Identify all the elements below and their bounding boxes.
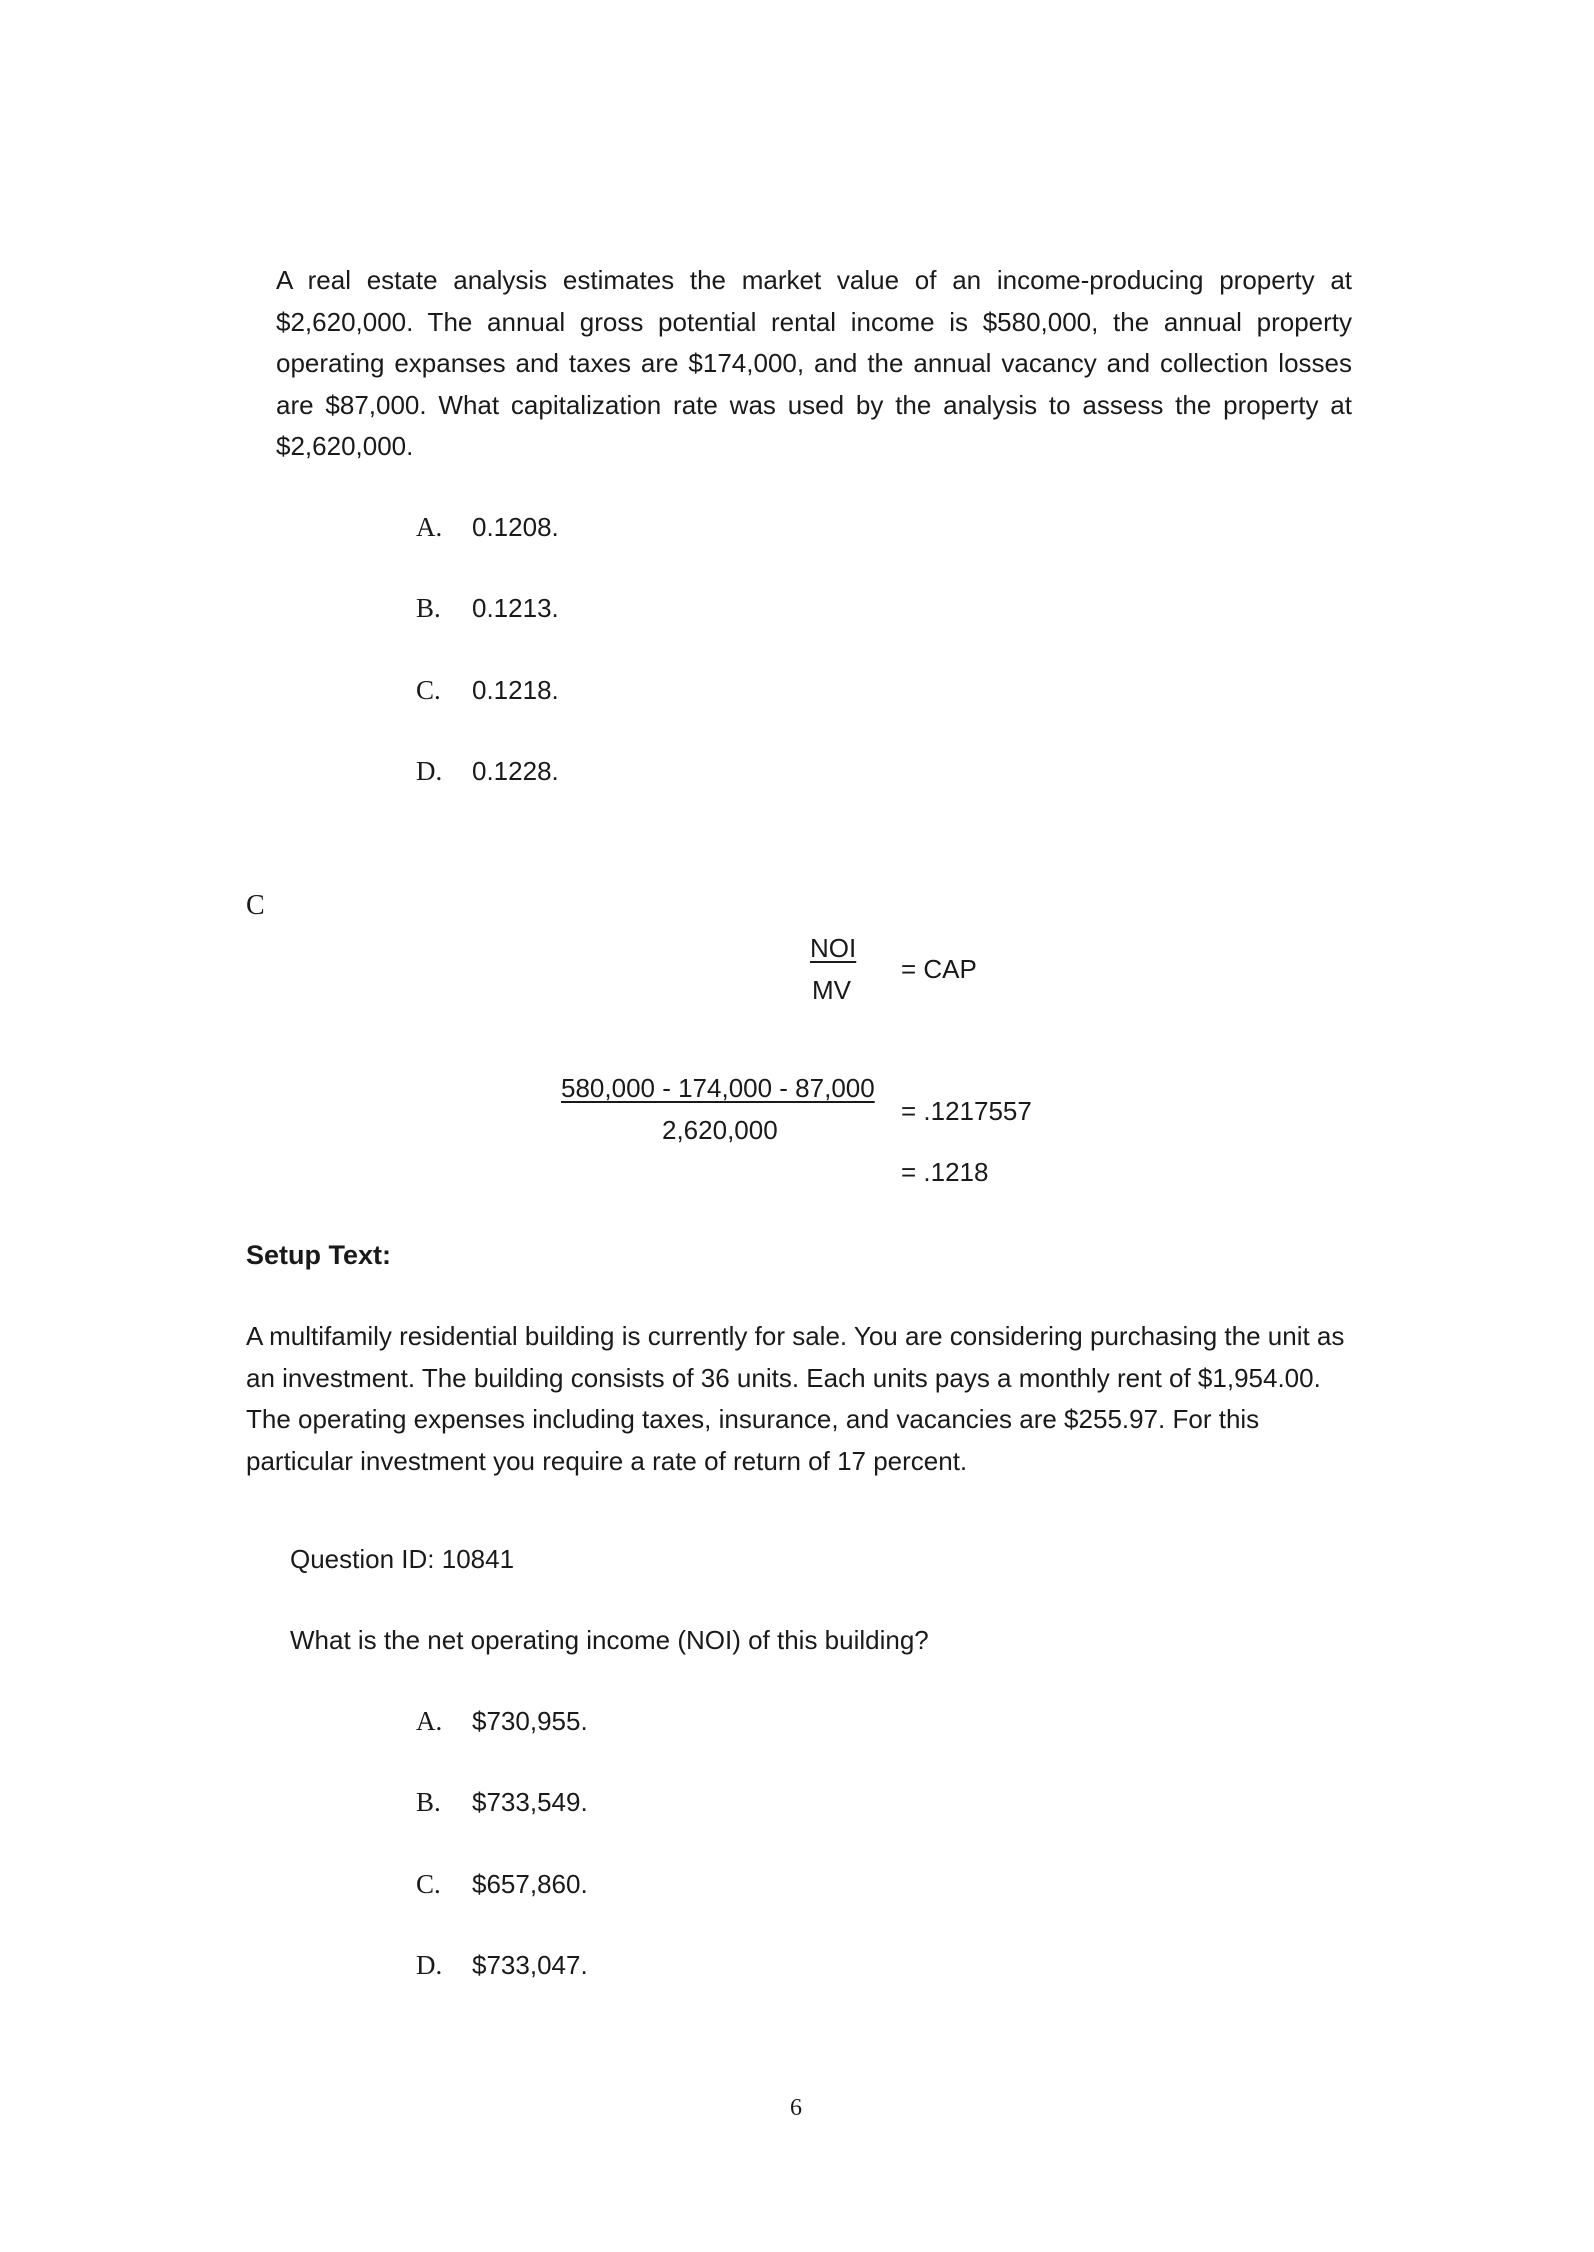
page-number: 6 <box>790 2095 802 2121</box>
choice-value: 0.1228. <box>472 756 559 786</box>
choice-letter: A. <box>416 1706 443 1736</box>
question-2-text: What is the net operating income (NOI) of this building? <box>290 1625 929 1655</box>
choice-value: $657,860. <box>472 1869 588 1899</box>
calc-numerator: 580,000 - 174,000 - 87,000 <box>561 1073 875 1103</box>
choice-value: 0.1213. <box>472 593 559 623</box>
choice-letter: B. <box>416 1787 441 1817</box>
choice-letter: D. <box>416 756 443 786</box>
answer-letter: C <box>246 890 265 921</box>
formula-denominator: MV <box>812 975 851 1005</box>
question-1-text: A real estate analysis estimates the market value of an income-producing property at $2,620,000. The annual gross potential rental income is $580,000, the annual property operating expanses and taxes are $174,000, and the annual vacancy and collection losses are $87,000. What capitalization rate was used by the analysis to assess the property at $2,620,000. <box>276 265 1352 461</box>
setup-text: A multifamily residential building is currently for sale. You are considering purchasing the unit as an investment. The building consists of 36 units. Each units pays a monthly rent of $1,954.00. The operating expenses including taxes, insurance, and vacancies are $255.97. For this particular investment you require a rate of return of 17 percent. <box>246 1321 1345 1476</box>
question-2-id: Question ID: 10841 <box>290 1544 515 1574</box>
calc-result-full: = .1217557 <box>901 1096 1032 1126</box>
calc-result-rounded: = .1218 <box>901 1157 989 1187</box>
setup-heading: Setup Text: <box>246 1240 392 1270</box>
formula-numerator: NOI <box>810 933 857 963</box>
choice-value: 0.1218. <box>472 675 559 705</box>
choice-letter: A. <box>416 512 443 542</box>
formula-result: = CAP <box>901 954 977 984</box>
choice-letter: C. <box>416 675 441 705</box>
choice-value: $733,549. <box>472 1787 588 1817</box>
choice-value: 0.1208. <box>472 512 559 542</box>
calc-denominator: 2,620,000 <box>662 1115 778 1145</box>
choice-letter: B. <box>416 593 441 623</box>
choice-letter: D. <box>416 1950 443 1980</box>
choice-value: $730,955. <box>472 1706 588 1736</box>
choice-letter: C. <box>416 1869 441 1899</box>
choice-value: $733,047. <box>472 1950 588 1980</box>
